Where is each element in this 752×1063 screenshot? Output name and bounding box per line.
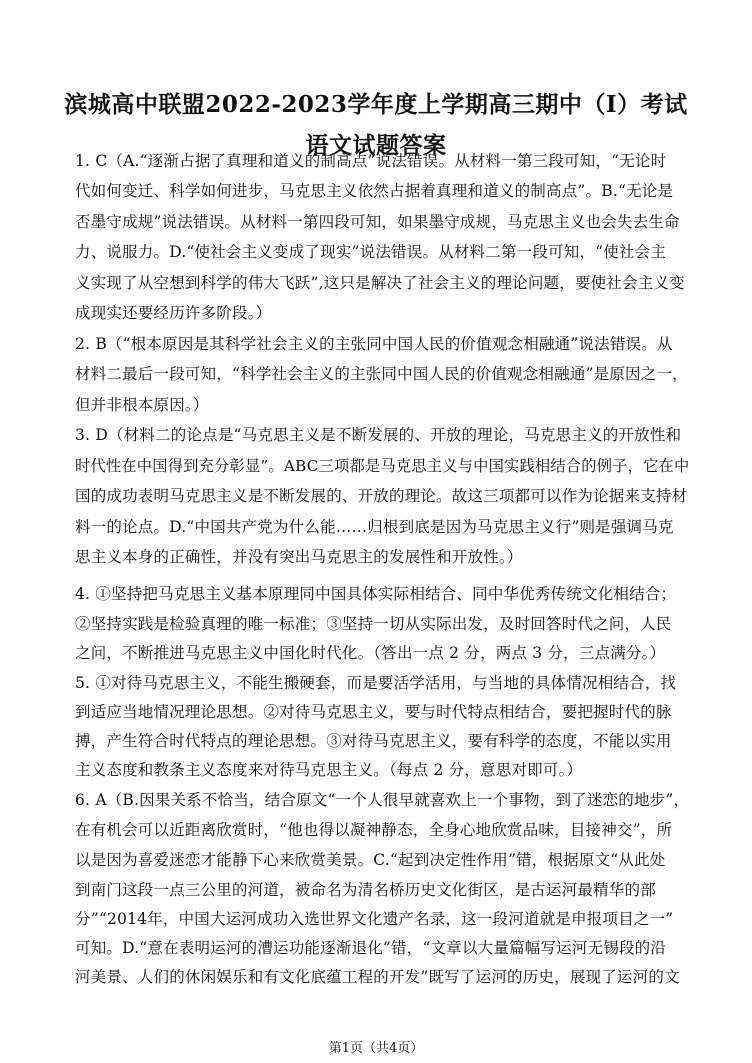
text-line: 4. ①坚持把马克思主义基本原理同中国具体实际相结合、同中华优秀传统文化相结合； bbox=[75, 585, 677, 603]
text-line: 思主义本身的正确性，并没有突出马克思主的发展性和开放性。） bbox=[75, 548, 523, 566]
text-line: 代如何变迁、科学如何进步，马克思主义依然占据着真理和道义的制高点”。B.“无论是 bbox=[75, 182, 674, 200]
text-line: 分”“2014年，中国大运河成功入选世界文化遗产名录，这一段河道就是申报项目之一” bbox=[75, 910, 674, 928]
text-line: 义实现了从空想到科学的伟大飞跃”,这只是解决了社会主义的理论问题，要使社会主义变 bbox=[75, 274, 685, 292]
text-line: 6. A（B.因果关系不恰当，结合原文“一个人很早就喜欢上一个事物，到了迷恋的地步”， bbox=[75, 791, 690, 809]
text-line: 搏，产生符合时代特点的理论思想。③对待马克思主义，要有科学的态度，不能以实用 bbox=[75, 732, 672, 750]
text-line: 之问，不断推进马克思主义中国化时代化。（答出一点 2 分，两点 3 分，三点满分。） bbox=[75, 644, 666, 662]
text-line: 国的成功表明马克思主义是不断发展的、开放的理论。故这三项都可以作为论据来支持材 bbox=[75, 487, 688, 505]
text-line: 到南门这段一点三公里的河道，被命名为清名桥历史文化街区，是古运河最精华的部 bbox=[75, 881, 656, 899]
text-line: 材料二最后一段可知，“科学社会主义的主张同中国人民的价值观念相融通”是原因之一， bbox=[75, 365, 688, 383]
text-line: 否墨守成规”说法错误。从材料一第四段可知，如果墨守成规，马克思主义也会失去生命 bbox=[75, 213, 680, 231]
text-line: 可知。D.“意在表明运河的漕运功能逐渐退化”错，“文章以大量篇幅写运河无锡段的沿 bbox=[75, 939, 667, 957]
text-line: 料一的论点。D.“中国共产党为什么能……归根到底是因为马克思主义行”则是强调马克 bbox=[75, 518, 674, 536]
text-line: ②坚持实践是检验真理的唯一标准；③坚持一切从实际出发，及时回答时代之问，人民 bbox=[75, 615, 672, 633]
text-line: 河美景、人们的休闲娱乐和有文化底蕴工程的开发”既写了运河的历史，展现了运河的文 bbox=[75, 968, 680, 986]
text-line: 主义态度和教条主义态度来对待马克思主义。（每点 2 分，意思对即可。） bbox=[75, 761, 583, 779]
text-line: 力、说服力。D.“使社会主义变成了现实”说法错误。从材料二第一段可知，“使社会主 bbox=[75, 243, 667, 261]
text-line: 时代性在中国得到充分彰显”。ABC三项都是马克思主义与中国实践相结合的例子，它在中 bbox=[75, 457, 690, 475]
text-line: 但并非根本原因。） bbox=[75, 396, 209, 414]
text-line: 成现实还要经历许多阶段。） bbox=[75, 304, 272, 322]
document-subtitle: 语文试题答案 bbox=[305, 132, 447, 159]
text-line: 以是因为喜爱迷恋才能静下心来欣赏美景。C.“起到决定性作用”错，根据原文“从此处 bbox=[75, 851, 666, 869]
text-line: 在有机会可以近距离欣赏时，“他也得以凝神静态，全身心地欣赏品味，目接神交”，所 bbox=[75, 821, 673, 839]
text-line: 3. D（材料二的论点是“马克思主义是不断发展的、开放的理论，马克思主义的开放性和 bbox=[75, 426, 682, 444]
text-line: 1. C（A.“逐渐占据了真理和道义的制高点”说法错误。从材料一第三段可知，“无论时 bbox=[75, 152, 667, 170]
document-title: 滨城高中联盟2022-2023学年度上学期高三期中（I）考试 bbox=[64, 91, 688, 118]
page-number: 第1页（共4页） bbox=[328, 1041, 424, 1056]
text-line: 到适应当地情况理论思想。②对待马克思主义，要与时代特点相结合，要把握时代的脉 bbox=[75, 703, 672, 721]
text-line: 5. ①对待马克思主义，不能生搬硬套，而是要活学活用，与当地的具体情况相结合，找 bbox=[75, 674, 677, 692]
text-line: 2. B（“根本原因是其科学社会主义的主张同中国人民的价值观念相融通”说法错误。从 bbox=[75, 335, 673, 353]
